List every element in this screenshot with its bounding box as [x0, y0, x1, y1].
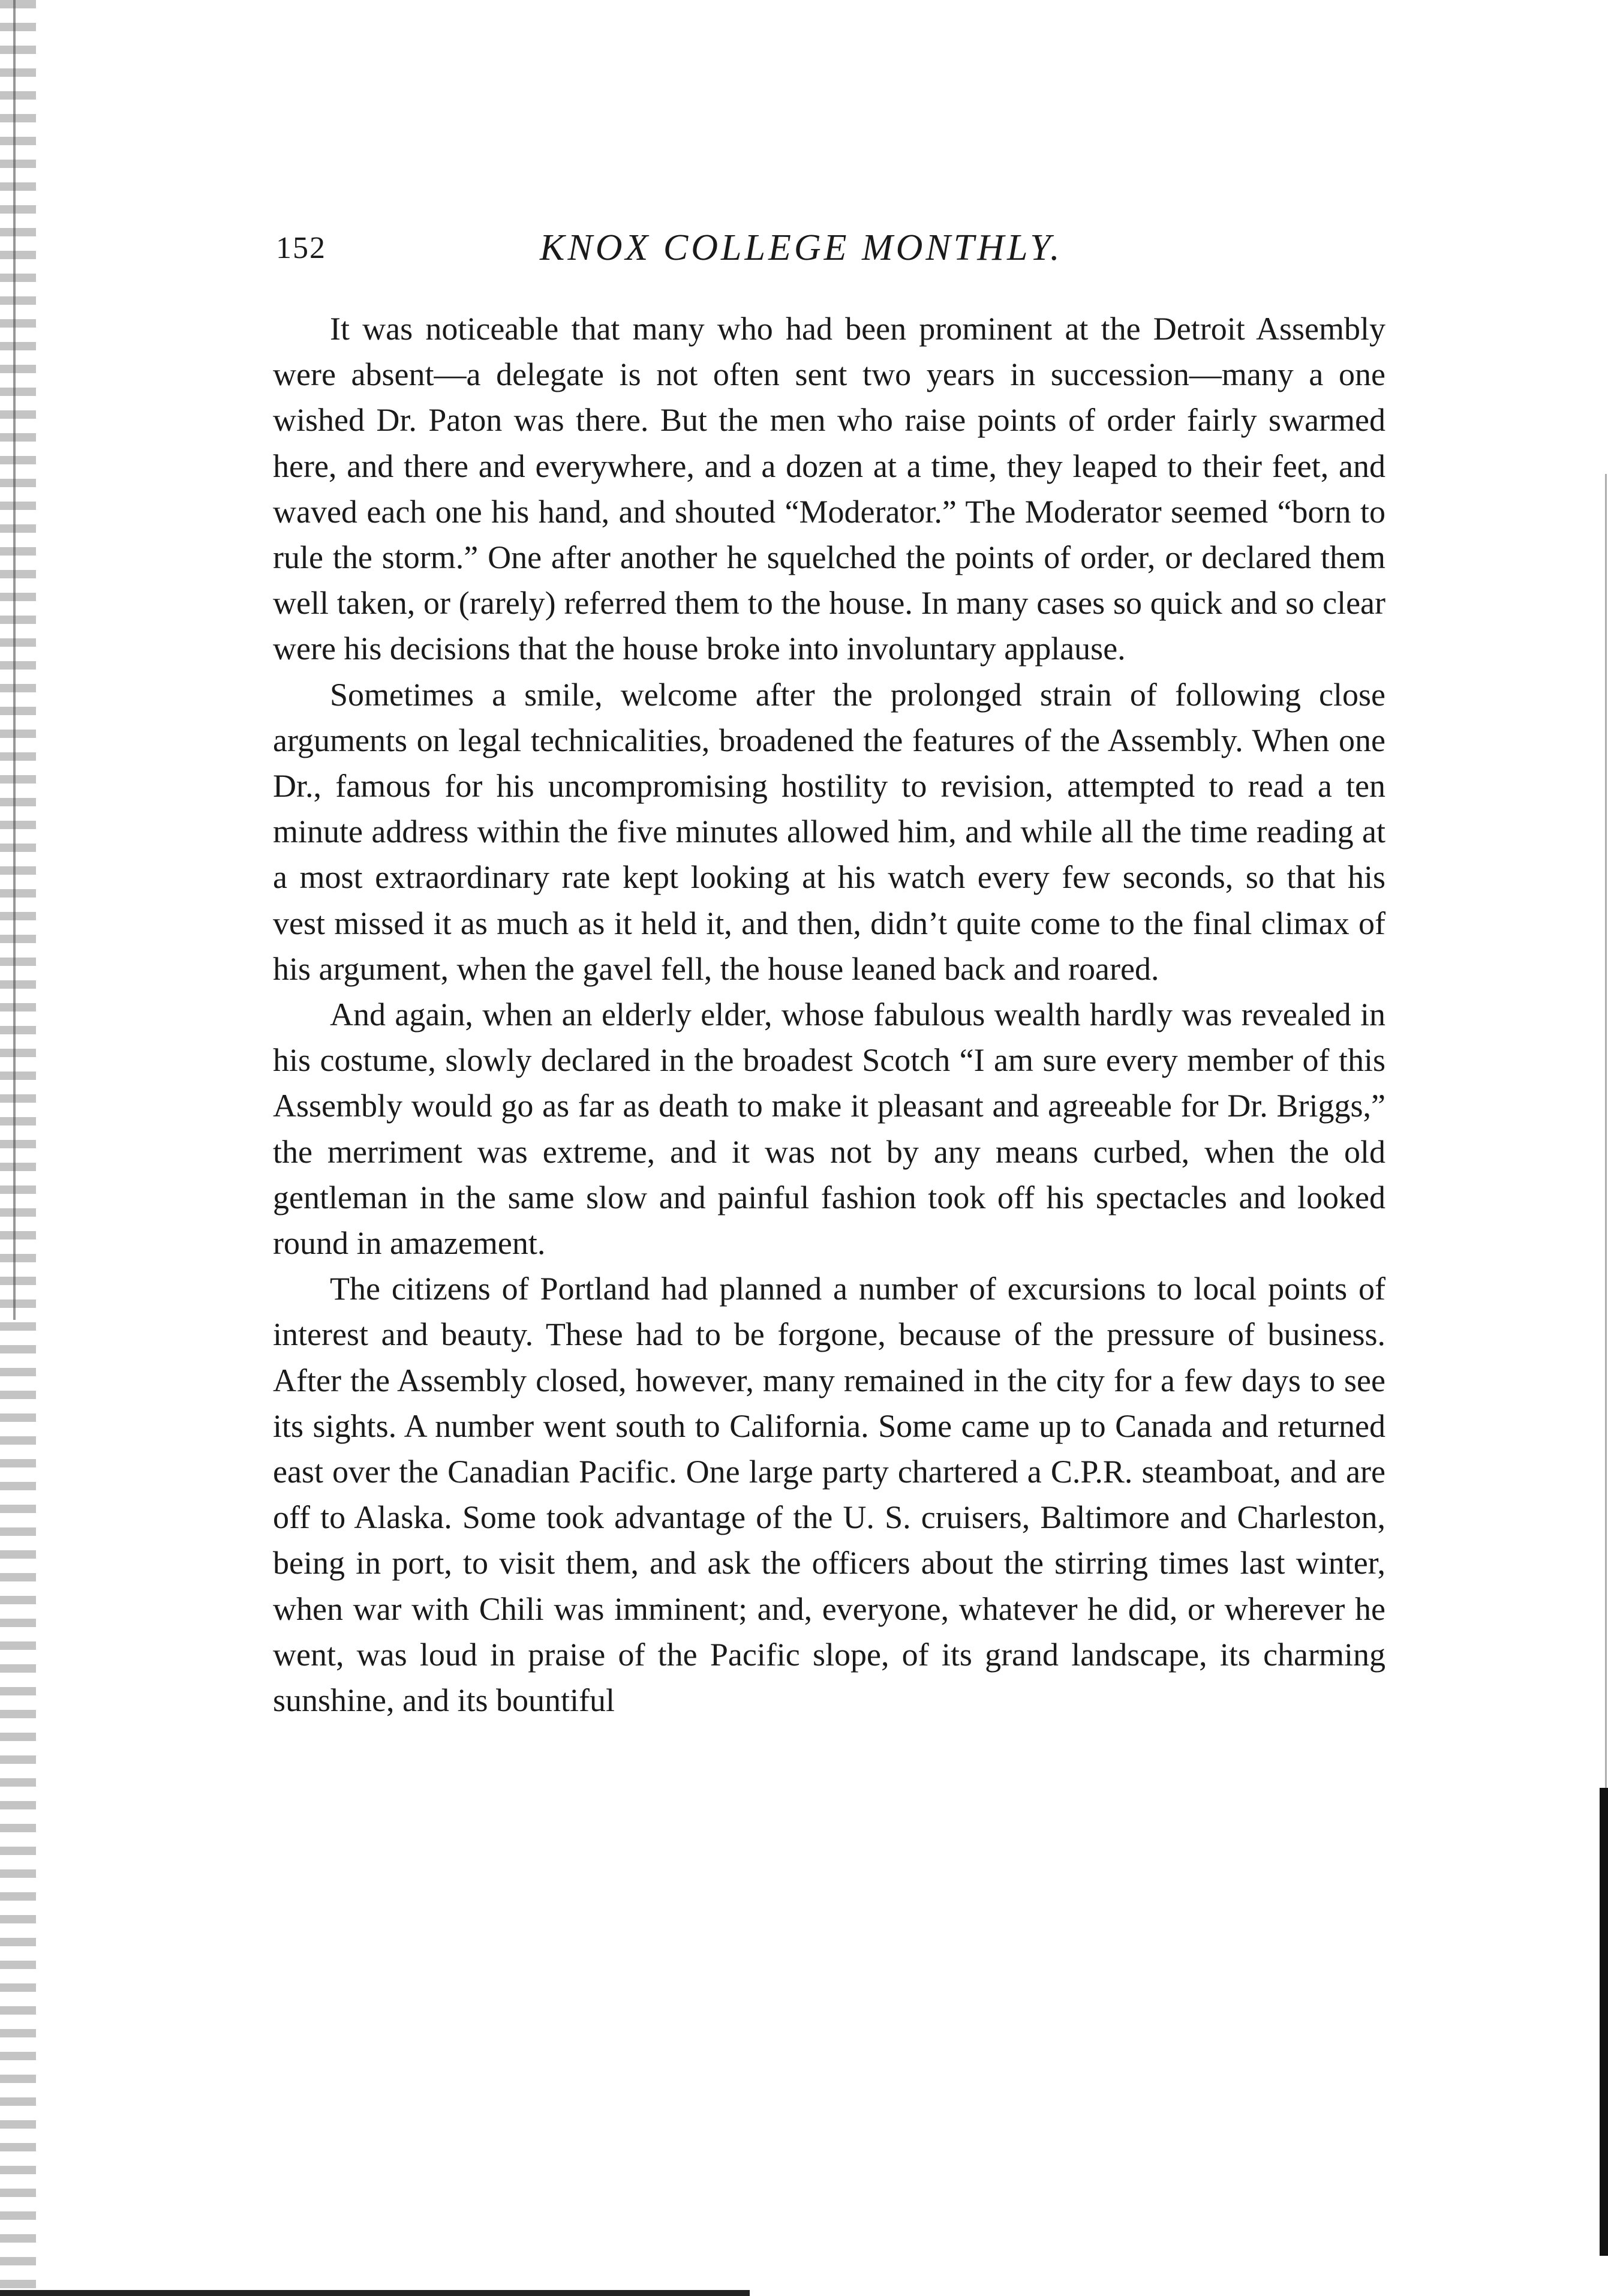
scan-edge-left — [0, 0, 36, 2296]
scan-edge-left-line — [13, 0, 16, 1320]
paragraph-smile: Sometimes a smile, welcome after the prolonged strain of following close arguments on legal technicalities, broadened the features of the Assembly. When one Dr., famous for his uncompromising hostility to revision, attempted to read a ten minute address within the five minutes allowed him, and while all the time reading at a most extraordinary rate kept looking at his watch every few seconds, so that his vest missed it as much as it held it, and then, didn’t quite come to the final climax of his argument, when the gavel fell, the house leaned back and roared. — [273, 676, 1385, 987]
scan-edge-bottom — [0, 2290, 750, 2296]
paragraph-elderly-elder: And again, when an elderly elder, whose fabulous wealth hardly was revealed in his costume, slowly declared in the broadest Scotch “I am sure every member of this Assembly would go as far as death to make it pleasant and agreeable for Dr. Briggs,” the merriment was extreme, and it was not by any means curbed, when the old gentleman in the same slow and painful fashion took off his spectacles and looked round in amazement. — [273, 997, 1385, 1262]
running-head: KNOX COLLEGE MONTHLY. — [540, 227, 1063, 268]
paragraph-portland-excursions: The citizens of Portland had planned a number of excursions to local points of interest and beauty. These had to be forgone, because of the pressure of business. After the Assembly closed, however, many remained in the city for a few days to see its sights. A number went south to California. Some came up to Canada and returned east over the Canadian Pacific. One large party chartered a C.P.R. steamboat, and are off to Alaska. Some took advantage of the U. S. cruisers, Baltimore and Charleston, being in port, to visit them, and ask the officers about the stirring times last winter, when war with Chili was imminent; and, everyone, whatever he did, or wherever he went, was loud in praise of the Pacific slope, of its grand landscape, its charming sunshine, and its bountiful — [273, 1271, 1385, 1719]
page-number: 152 — [276, 231, 326, 265]
body-text — [273, 306, 1385, 1723]
page-header — [276, 227, 1385, 275]
scan-edge-right-line — [1605, 474, 1607, 1794]
scan-edge-right — [1600, 1788, 1608, 2256]
paragraph-assembly-absentees: It was noticeable that many who had been prominent at the Detroit Assembly were absent—a delegate is not often sent two years in succession—many a one wished Dr. Paton was there. But the men who raise points of order fairly swarmed here, and there and everywhere, and a dozen at a time, they leaped to their feet, and waved each one his hand, and shouted “Moderator.” The Moderator seemed “born to rule the storm.” One after another he squelched the points of order, or declared them well taken, or (rarely) referred them to the house. In many cases so quick and so clear were his decisions that the house broke into involuntary applause. — [273, 311, 1385, 667]
